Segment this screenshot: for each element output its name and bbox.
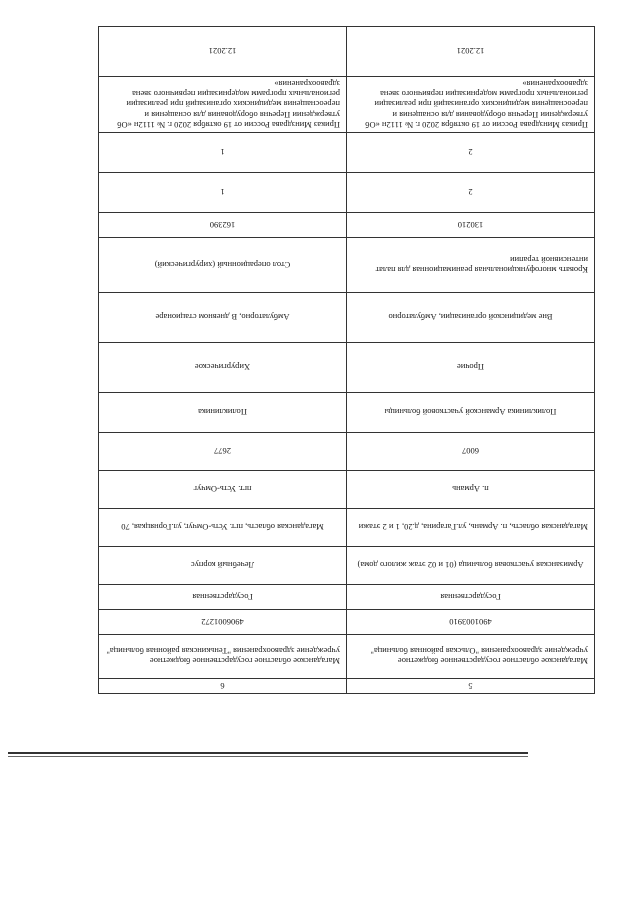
table-row xyxy=(99,172,595,212)
table-cell-left: Армизанская участковая больница (01 и 02 этаж жилого дома) xyxy=(347,546,595,584)
table-cell-left: 5 xyxy=(347,678,595,693)
table-row xyxy=(99,678,595,693)
table-cell-right: 2677 xyxy=(99,432,347,470)
table-cell-left: Кровать многофункциональная реанимационная для палат интенсивной терапии xyxy=(347,237,595,292)
table-row xyxy=(99,212,595,237)
table-row xyxy=(99,132,595,172)
table-row xyxy=(99,634,595,678)
table-cell-right: 162390 xyxy=(99,212,347,237)
table-cell-right: пгт. Усть-Омчуг xyxy=(99,470,347,508)
table-cell-right: 1 xyxy=(99,132,347,172)
table-cell-left: 2 xyxy=(347,172,595,212)
table-cell-right: Стол операционный (хирургический) xyxy=(99,237,347,292)
horizontal-rule xyxy=(8,752,528,754)
table-row xyxy=(99,26,595,76)
table-cell-left: 2 xyxy=(347,132,595,172)
table-cell-right: Приказ Минздрава России от 19 октября 2020 г. № 1112н «Об утверждении Перечня оборудования для оснащения и переоснащения медицинских организаций при реализации региональных программ модернизации первичного звена здравоохранения» xyxy=(99,76,347,132)
table-cell-left: п. Армань xyxy=(347,470,595,508)
table-cell-right: Магаданская область, пгт. Усть-Омчуг, ул.Горняцкая, 70 xyxy=(99,508,347,546)
table-row xyxy=(99,237,595,292)
table-cell-left: 12.2021 xyxy=(347,26,595,76)
table-row xyxy=(99,342,595,392)
table-cell-left: Вне медицинской организации, Амбулаторно xyxy=(347,292,595,342)
table-cell-right: 6 xyxy=(99,678,347,693)
table-cell-left: Государственная xyxy=(347,584,595,609)
table-cell-right: Государственная xyxy=(99,584,347,609)
table-row xyxy=(99,508,595,546)
table-row xyxy=(99,609,595,634)
table-row xyxy=(99,470,595,508)
table-cell-left: Прочие xyxy=(347,342,595,392)
horizontal-rule-thin xyxy=(8,756,528,757)
rotated-table-wrapper xyxy=(98,44,595,694)
table-row xyxy=(99,292,595,342)
table-row xyxy=(99,584,595,609)
table-row xyxy=(99,546,595,584)
table-cell-right: 12.2021 xyxy=(99,26,347,76)
table-row xyxy=(99,392,595,432)
table-cell-left: 6007 xyxy=(347,432,595,470)
table-cell-right: Лечебный корпус xyxy=(99,546,347,584)
table-cell-right: Амбулаторно, В дневном стационаре xyxy=(99,292,347,342)
table-body xyxy=(99,26,595,693)
table-row xyxy=(99,76,595,132)
table-cell-right: 1 xyxy=(99,172,347,212)
table-cell-left: 130210 xyxy=(347,212,595,237)
equipment-table xyxy=(98,26,595,694)
table-cell-right: Поликлиника xyxy=(99,392,347,432)
table-cell-right: 4906001272 xyxy=(99,609,347,634)
table-cell-right: Хирургическое xyxy=(99,342,347,392)
table-cell-left: Поликлиника Арманской участковой больницы xyxy=(347,392,595,432)
table-row xyxy=(99,432,595,470)
table-cell-left: Магаданская область, п. Армань, ул.Гагарина, д.20, 1 и 2 этажи xyxy=(347,508,595,546)
table-cell-left: Магаданское областное государственное бюджетное учреждение здравоохранения "Ольская районная больница" xyxy=(347,634,595,678)
table-cell-right: Магаданское областное государственное бюджетное учреждение здравоохранения "Тенькинская районная больница" xyxy=(99,634,347,678)
table-cell-left: 4901003910 xyxy=(347,609,595,634)
table-cell-left: Приказ Минздрава России от 19 октября 2020 г. № 1112н «Об утверждении Перечня оборудования для оснащения и переоснащения медицинских организаций при реализации региональных программ модернизации первичного звена здравоохранения» xyxy=(347,76,595,132)
